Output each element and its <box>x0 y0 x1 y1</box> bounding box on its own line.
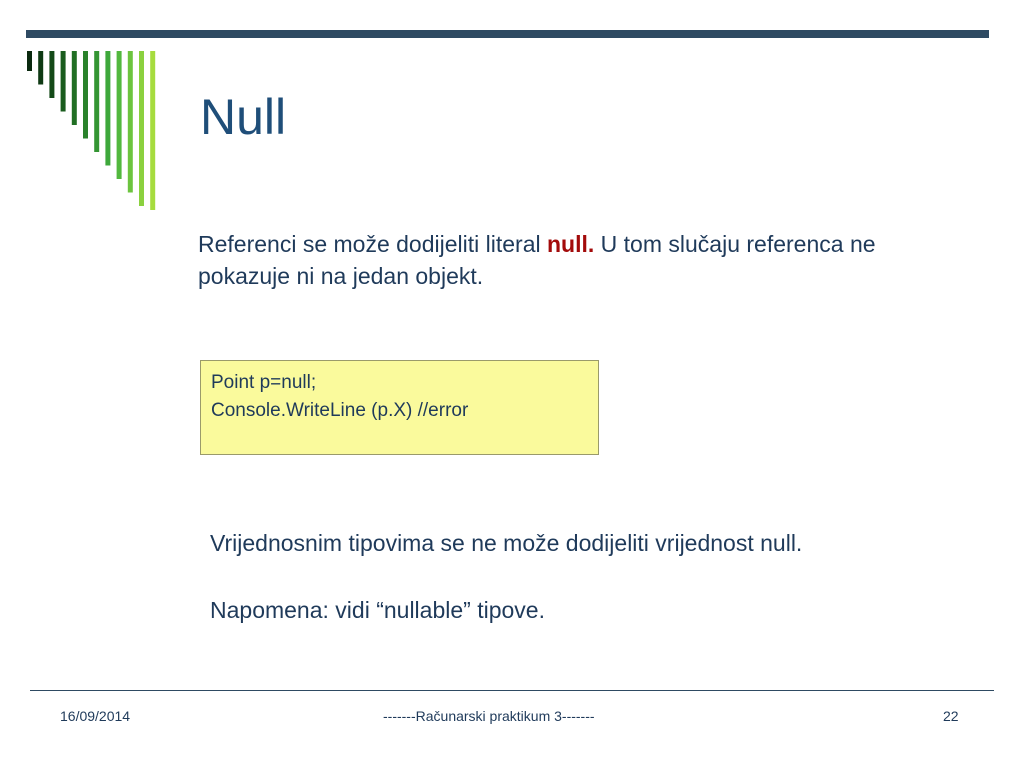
code-box <box>200 360 599 455</box>
decorative-bar <box>105 51 110 166</box>
footer-page-number: 22 <box>943 708 959 724</box>
decorative-bar <box>72 51 77 125</box>
footer-course: -------Računarski praktikum 3------- <box>383 708 595 724</box>
intro-text-after: U tom slučaju referenca ne pokazuje ni na jedan objekt. <box>198 231 876 289</box>
decorative-bar <box>150 51 155 210</box>
decorative-bar <box>128 51 133 193</box>
decorative-bars-graphic <box>0 0 170 210</box>
decorative-bar <box>94 51 99 152</box>
decorative-bar <box>27 51 32 71</box>
null-keyword: null. <box>547 231 595 257</box>
decorative-bar <box>61 51 66 112</box>
decorative-bar <box>117 51 122 179</box>
decorative-bar <box>139 51 144 206</box>
intro-paragraph <box>198 228 918 292</box>
decorative-bar <box>49 51 54 98</box>
decorative-bar <box>38 51 43 85</box>
bottom-rule <box>30 690 994 691</box>
code-line: Console.WriteLine (p.X) //error <box>211 400 469 421</box>
slide-title: Null <box>200 89 287 145</box>
decorative-bar <box>83 51 88 139</box>
value-types-note: Vrijednosnim tipovima se ne može dodijeliti vrijednost null. <box>210 530 803 556</box>
footer-date: 16/09/2014 <box>60 708 131 724</box>
nullable-note: Napomena: vidi “nullable” tipove. <box>210 597 545 623</box>
top-rule <box>26 30 989 38</box>
intro-text-before: Referenci se može dodijeliti literal <box>198 231 547 257</box>
code-line: Point p=null; <box>211 372 317 393</box>
